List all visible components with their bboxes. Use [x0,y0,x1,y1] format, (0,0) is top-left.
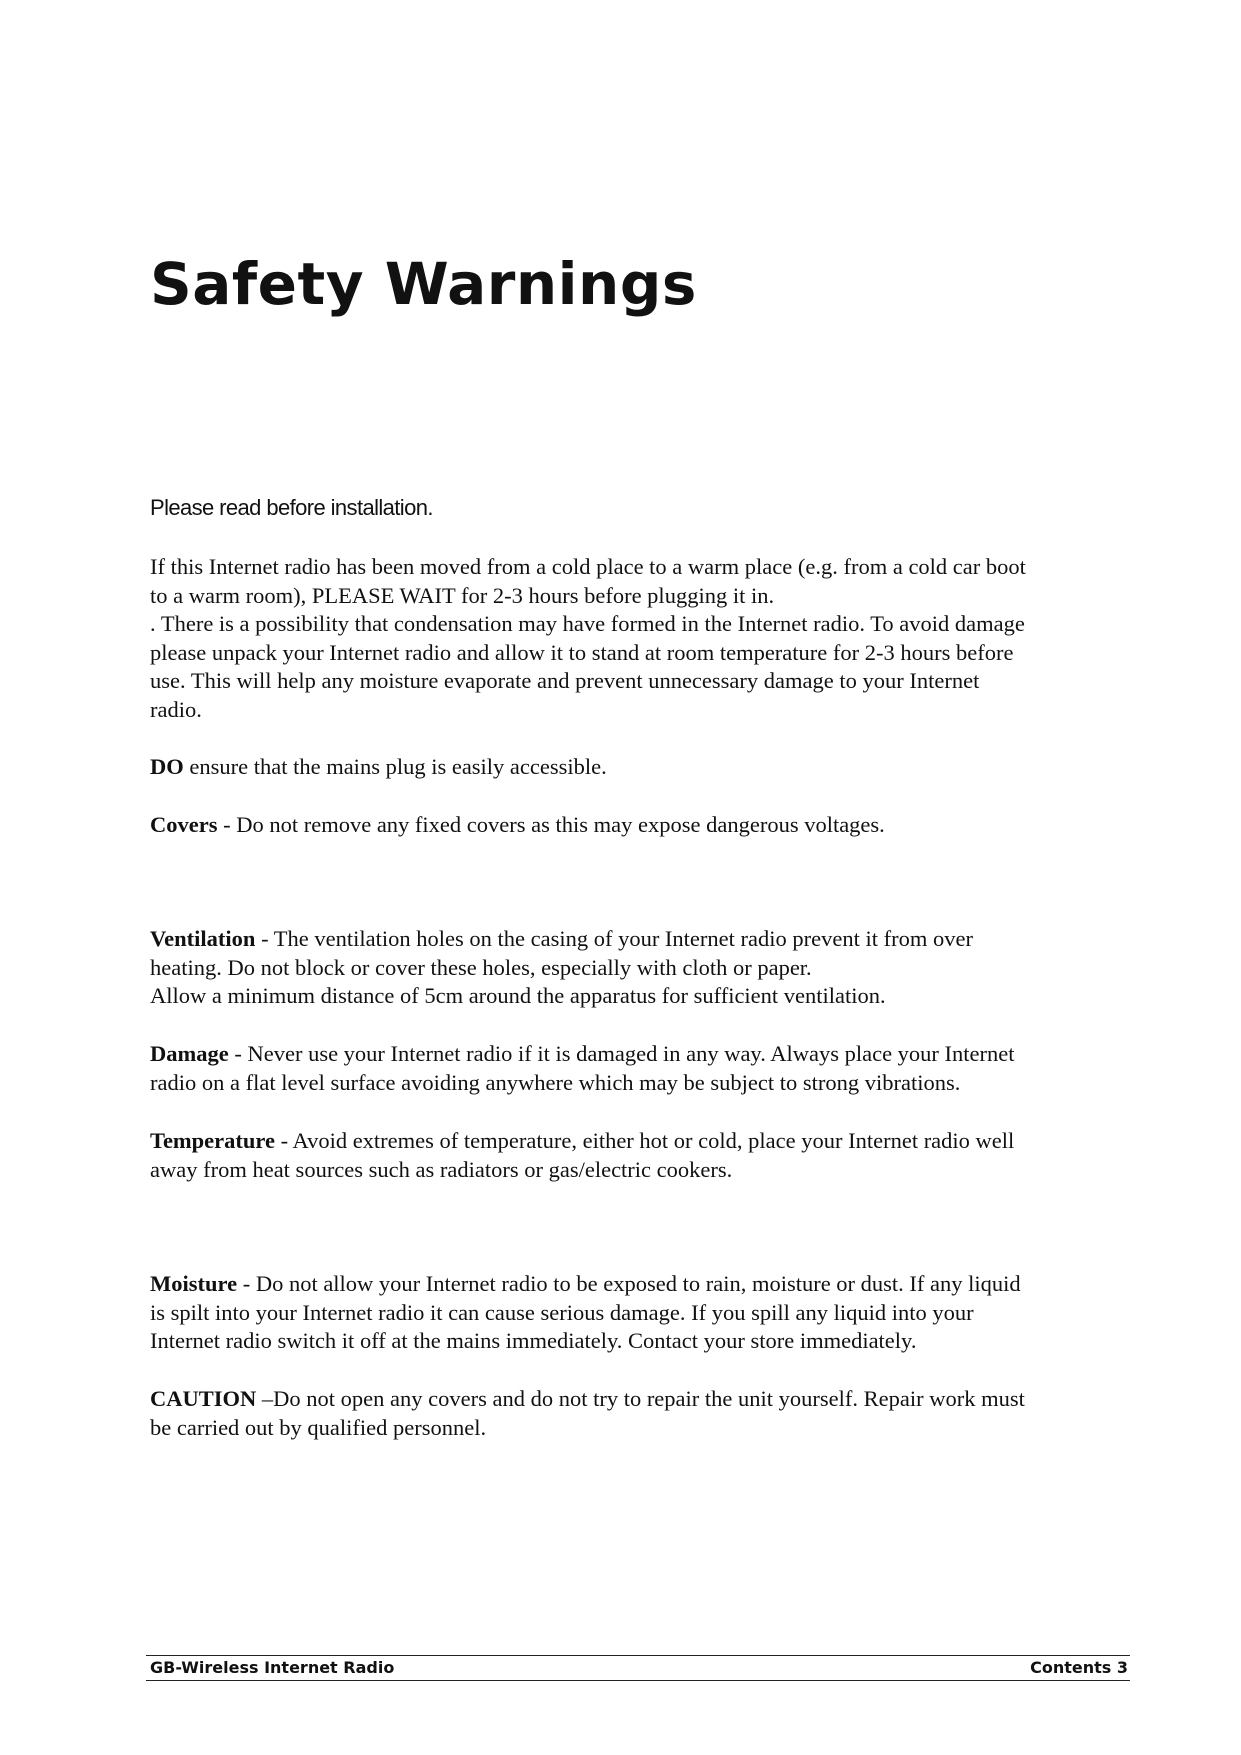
paragraph-line: . There is a possibility that condensation may have formed in the Internet radio. To avoid damage [150,611,1025,636]
damage-label: Damage [150,1041,229,1066]
paragraph-line: Internet radio switch it off at the mains immediately. Contact your store immediately. [150,1328,917,1353]
paragraph-line: radio. [150,696,202,722]
paragraph-line: Allow a minimum distance of 5cm around the apparatus for sufficient ventilation. [150,983,886,1008]
paragraph-line [150,925,1130,954]
temperature-text: - Avoid extremes of temperature, either hot or cold, place your Internet radio well [274,1128,1015,1153]
intro-text: Please read before installation. [150,495,433,520]
paragraph-line: radio on a flat level surface avoiding anywhere which may be subject to strong vibrations. [150,1069,961,1095]
paragraph-line: heating. Do not block or cover these holes, especially with cloth or paper. [150,954,812,980]
temperature-paragraph [150,1127,1130,1184]
do-label: DO [150,754,184,779]
paragraph-line [150,811,1130,840]
paragraph-line [150,1270,1130,1299]
paragraph-line [150,753,1130,782]
covers-paragraph [150,811,1130,840]
do-paragraph [150,753,1130,782]
page-footer [146,1655,1130,1681]
ventilation-paragraph [150,925,1130,1011]
caution-label: CAUTION [150,1386,257,1411]
paragraph-line [150,1385,1130,1414]
paragraph-line: is spilt into your Internet radio it can cause serious damage. If you spill any liquid into your [150,1299,974,1325]
caution-text: –Do not open any covers and do not try to repair the unit yourself. Repair work must [256,1386,1025,1411]
footer-product-name: GB-Wireless Internet Radio [150,1658,395,1677]
moisture-text: - Do not allow your Internet radio to be exposed to rain, moisture or dust. If any liquid [237,1271,1021,1296]
footer-page-number: Contents 3 [1030,1658,1128,1677]
caution-paragraph [150,1385,1130,1442]
moisture-paragraph [150,1270,1130,1356]
do-text: ensure that the mains plug is easily accessible. [183,754,607,779]
ventilation-text: - The ventilation holes on the casing of your Internet radio prevent it from over [255,926,973,951]
damage-text: - Never use your Internet radio if it is damaged in any way. Always place your Internet [228,1041,1015,1066]
temperature-label: Temperature [150,1128,275,1153]
page-title: Safety Warnings [150,250,697,318]
paragraph-line: If this Internet radio has been moved from a cold place to a warm place (e.g. from a cold car boot [150,554,1026,579]
paragraph-line: use. This will help any moisture evaporate and prevent unnecessary damage to your Internet [150,668,980,693]
paragraph-line [150,1040,1130,1069]
paragraph-line: to a warm room), PLEASE WAIT for 2-3 hours before plugging it in. [150,582,775,608]
paragraph-line: please unpack your Internet radio and allow it to stand at room temperature for 2-3 hours before [150,639,1014,665]
covers-text: - Do not remove any fixed covers as this may expose dangerous voltages. [217,812,885,837]
paragraph-line: be carried out by qualified personnel. [150,1414,487,1440]
moisture-label: Moisture [150,1271,238,1296]
paragraph-line: away from heat sources such as radiators or gas/electric cookers. [150,1156,733,1182]
covers-label: Covers [150,812,218,837]
paragraph-line [150,1127,1130,1156]
ventilation-label: Ventilation [150,926,256,951]
damage-paragraph [150,1040,1130,1097]
condensation-paragraph [150,553,1130,724]
